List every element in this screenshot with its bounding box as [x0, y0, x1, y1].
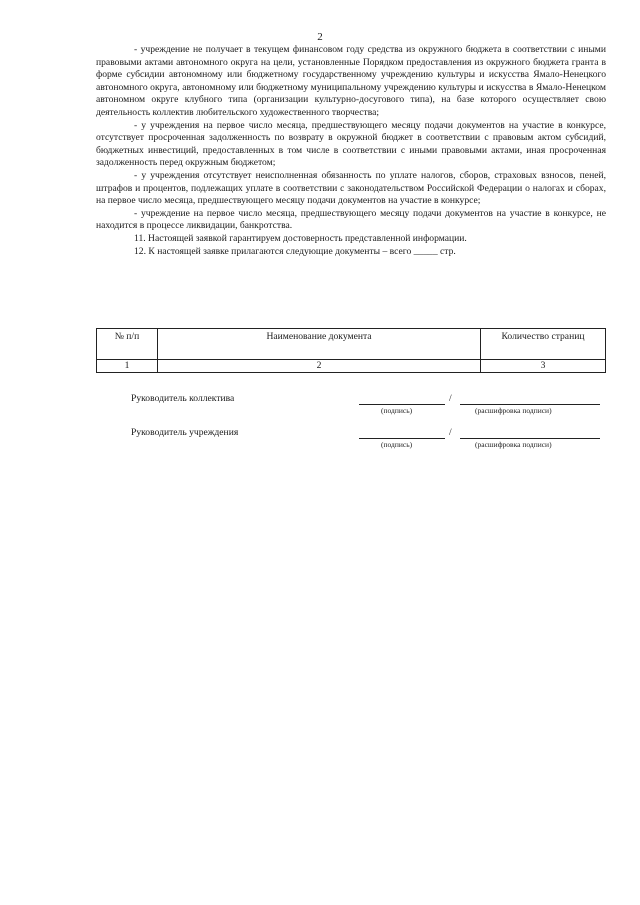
signature-caption: (подпись)	[381, 440, 413, 449]
documents-table	[96, 328, 606, 373]
table-cell: 2	[158, 360, 481, 373]
decode-line	[460, 438, 600, 439]
paragraph: - учреждение не получает в текущем финансовом году средства из окружного бюджета в соответствии с иными правовыми актами автономного округа на цели, установленные Порядком предоставления из окружного бюджета гранта в форме субсидии автономному или бюджетному государственному учреждению культуры и искусства Ямало-Ненецкого автономного округа, автономному или бюджетному муниципальному учреждению культуры и искусства в Ямало-Ненецком автономном округе клубного типа (организации культурно-досугового типа), на базе которого осуществляет свою деятельность коллектив любительского художественного творчества;	[96, 44, 606, 118]
paragraph: - у учреждения на первое число месяца, предшествующего месяцу подачи документов на участие в конкурсе, отсутствует просроченная задолженность по возврату в окружной бюджет в соответствии с правовым актом субсидий, бюджетных инвестиций, предоставленных в том числе в соответствии с иными правовыми актами, иная просроченная задолженность перед окружным бюджетом;	[96, 119, 606, 169]
signature-caption: (подпись)	[381, 406, 413, 415]
table-cell: 3	[481, 360, 606, 373]
signature-line	[359, 404, 445, 405]
signature-label: Руководитель коллектива	[131, 393, 235, 404]
page-number: 2	[317, 31, 323, 43]
table-cell: 1	[97, 360, 158, 373]
header-page-count: Количество страниц	[481, 329, 606, 360]
paragraph: 11. Настоящей заявкой гарантируем достоверность представленной информации.	[134, 232, 467, 244]
signature-slash: /	[449, 427, 452, 438]
decode-line	[460, 404, 600, 405]
paragraph: - учреждение на первое число месяца, предшествующего месяцу подачи документов на участие в конкурсе, не находится в процессе ликвидации, банкротства.	[96, 207, 606, 232]
table-header-row	[97, 329, 606, 360]
body-text	[96, 44, 606, 258]
signature-label: Руководитель учреждения	[131, 427, 239, 438]
signature-slash: /	[449, 393, 452, 404]
paragraph: 12. К настоящей заявке прилагаются следующие документы – всего _____ стр.	[134, 245, 456, 257]
decode-caption: (расшифровка подписи)	[475, 406, 552, 415]
header-document-name: Наименование документа	[158, 329, 481, 360]
decode-caption: (расшифровка подписи)	[475, 440, 552, 449]
table-row	[97, 360, 606, 373]
signature-line	[359, 438, 445, 439]
paragraph: - у учреждения отсутствует неисполненная обязанность по уплате налогов, сборов, страховых взносов, пеней, штрафов и процентов, подлежащих уплате в соответствии с законодательством Российской Федерации о налогах и сборах, на первое число месяца, предшествующего месяцу подачи документов на участие в конкурсе;	[96, 169, 606, 207]
header-number: № п/п	[97, 329, 158, 360]
